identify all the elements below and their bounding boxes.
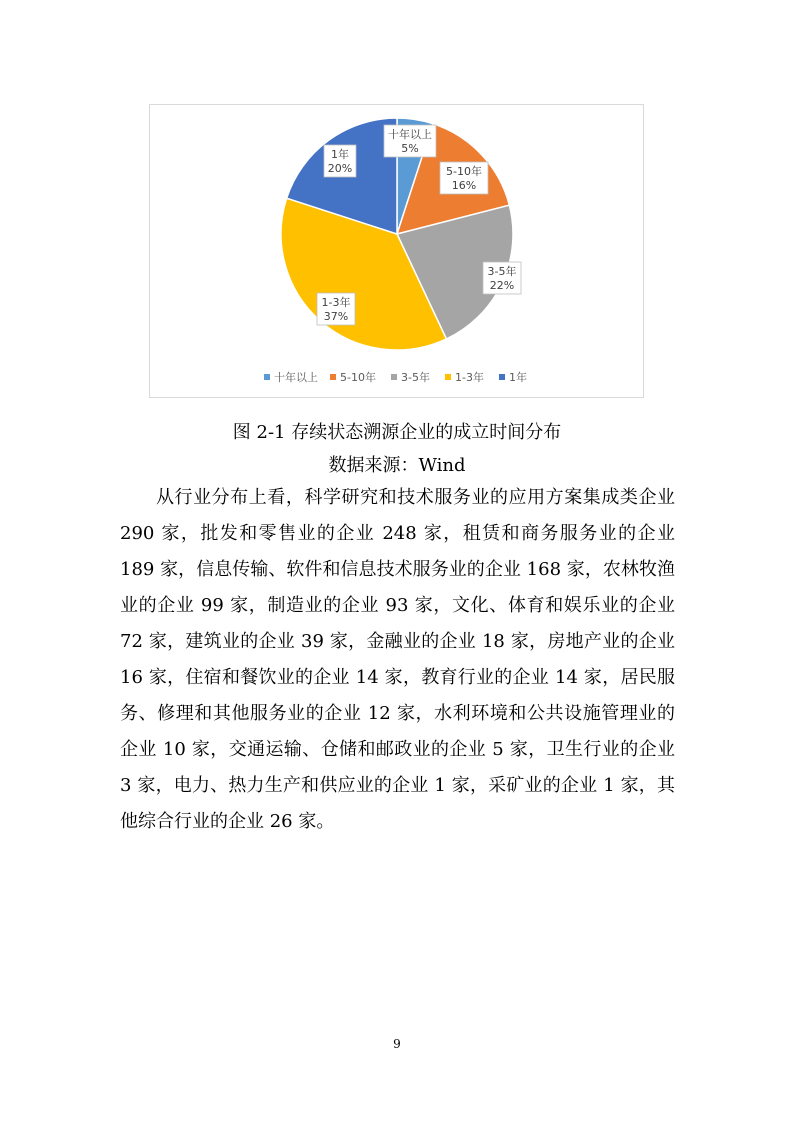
data-label-value: 20% xyxy=(327,162,353,175)
legend-label: 5-10年 xyxy=(340,371,376,384)
figure-source: 数据来源：Wind xyxy=(328,455,466,476)
data-label-category: 1-3年 xyxy=(321,296,351,309)
data-label-category: 十年以上 xyxy=(388,128,432,141)
legend-label: 1-3年 xyxy=(455,371,484,384)
legend-swatch xyxy=(499,374,505,380)
data-label-1-year xyxy=(324,145,356,177)
legend-swatch xyxy=(391,374,397,380)
data-label-value: 5% xyxy=(401,142,419,155)
pie-chart-svg xyxy=(150,105,645,399)
figure-caption: 图 2-1 存续状态溯源企业的成立时间分布 xyxy=(232,422,562,443)
data-label-value: 16% xyxy=(451,179,477,192)
legend-item-1-3-years xyxy=(445,370,484,384)
legend-item-5-10-years xyxy=(330,370,376,384)
data-label-3-5-years xyxy=(483,262,521,294)
pie-chart xyxy=(149,104,644,398)
legend-swatch xyxy=(445,374,451,380)
page-number: 9 xyxy=(393,1037,401,1051)
body-paragraph: 从行业分布上看，科学研究和技术服务业的应用方案集成类企业 290 家，批发和零售业的企业 248 家，租赁和商务服务业的企业 189 家，信息传输、软件和信息技术服务业的企业 168 家，农林牧渔业的企业 99 家，制造业的企业 93 家，文化、体育和娱乐业的企业 72 家，建筑业的企业 39 家，金融业的企业 18 家，房地产业的企业 16 家，住宿和餐饮业的企业 14 家，教育行业的企业 14 家，居民服务、修理和其他服务业的企业 12 家，水利环境和公共设施管理业的企业 10 家，交通运输、仓储和邮政业的企业 5 家，卫生行业的企业 3 家，电力、热力生产和供应业的企业 1 家，采矿业的企业 1 家，其他综合行业的企业 26 家。 xyxy=(120,487,675,832)
data-label-value: 22% xyxy=(489,279,515,292)
legend-label: 3-5年 xyxy=(401,371,430,384)
legend-item-ten-plus-years xyxy=(264,370,318,384)
data-label-value: 37% xyxy=(323,310,349,323)
legend-swatch xyxy=(330,374,336,380)
legend-item-1-year xyxy=(499,370,527,384)
legend-label: 十年以上 xyxy=(274,371,318,384)
chart-legend xyxy=(264,370,527,384)
legend-item-3-5-years xyxy=(391,370,430,384)
data-label-ten-plus-years xyxy=(384,125,436,157)
legend-swatch xyxy=(264,374,270,380)
data-label-category: 3-5年 xyxy=(487,265,517,278)
data-label-category: 5-10年 xyxy=(446,165,482,178)
legend-label: 1年 xyxy=(509,371,527,384)
data-label-category: 1年 xyxy=(331,148,349,161)
data-label-5-10-years xyxy=(440,162,488,194)
data-label-1-3-years xyxy=(317,293,355,325)
